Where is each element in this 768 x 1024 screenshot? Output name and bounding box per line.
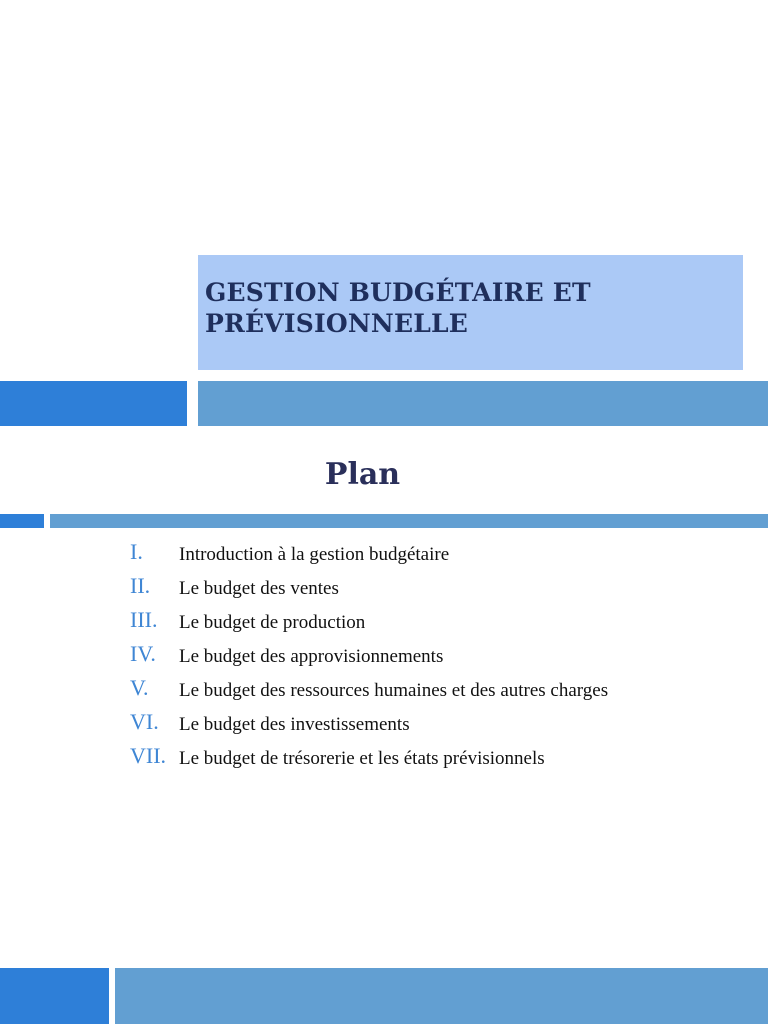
plan-item-text: Le budget de production (179, 612, 366, 633)
plan-numeral: VII. (130, 743, 167, 768)
plan-item-text: Le budget des investissements (179, 714, 410, 735)
document-title: GESTION BUDGÉTAIRE ET PRÉVISIONNELLE (205, 278, 591, 338)
plan-item-text: Le budget de trésorerie et les états prévisionnels (179, 748, 545, 769)
divider-bar-left (0, 514, 44, 528)
bottom-bar-left (0, 968, 109, 1024)
plan-numeral: IV. (130, 641, 156, 666)
plan-item (120, 710, 640, 737)
plan-numeral: I. (130, 539, 143, 564)
plan-numeral: VI. (130, 709, 159, 734)
divider-bar-right (50, 514, 768, 528)
plan-item-text: Introduction à la gestion budgétaire (179, 544, 450, 565)
plan-numeral: II. (130, 573, 151, 598)
plan-item (120, 642, 640, 669)
top-bar-left (0, 381, 187, 426)
plan-item-text: Le budget des approvisionnements (179, 646, 444, 667)
plan-list (120, 540, 640, 778)
plan-item-text: Le budget des ressources humaines et des autres charges (179, 680, 609, 701)
top-bar-right (198, 381, 768, 426)
plan-item (120, 574, 640, 601)
plan-numeral: III. (130, 607, 158, 632)
plan-item-text: Le budget des ventes (179, 578, 339, 599)
bottom-bar-right (115, 968, 768, 1024)
title-box (198, 255, 743, 370)
plan-numeral: V. (130, 675, 149, 700)
plan-heading: Plan (324, 457, 401, 492)
plan-item (120, 744, 640, 771)
plan-item (120, 540, 640, 567)
plan-item (120, 608, 640, 635)
plan-item (120, 676, 640, 703)
